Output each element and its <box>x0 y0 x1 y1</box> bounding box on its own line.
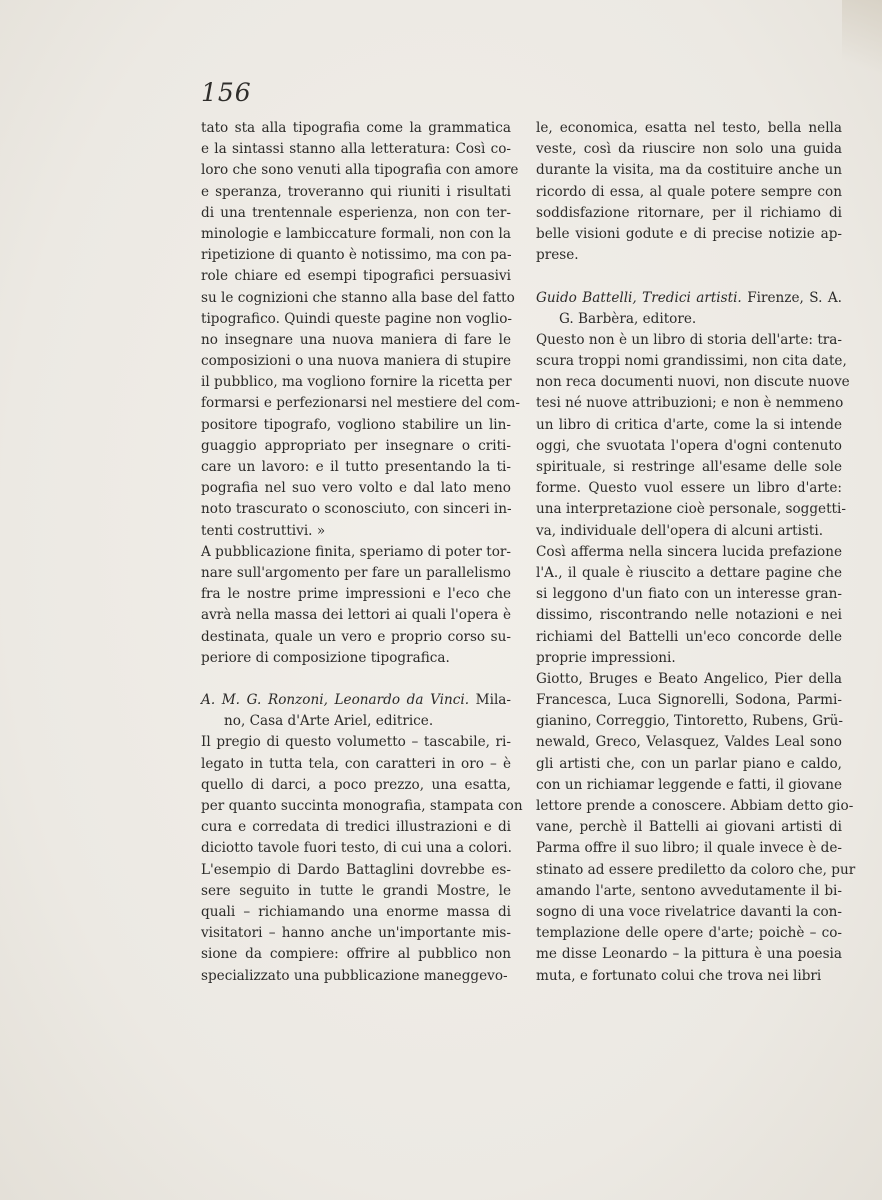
text-line: legato in tutta tela, con caratteri in oro – è <box>201 755 511 772</box>
text-line: A pubblicazione finita, speriamo di poter tor- <box>201 543 511 560</box>
text-line: sione da compiere: offrire al pubblico non <box>201 946 511 963</box>
text-line: va, individuale dell'opera di alcuni artisti. <box>536 522 824 539</box>
right-column <box>536 118 856 987</box>
right-reference-title: Guido Battelli, Tredici artisti. <box>536 289 742 306</box>
text-line: proprie impressioni. <box>536 649 676 666</box>
right-paragraph-1 <box>536 118 842 266</box>
text-line: tesi né nuove attribuzioni; e non è nemmeno <box>536 395 844 412</box>
text-line: richiami del Battelli un'eco concorde delle <box>536 628 842 645</box>
right-paragraph-3 <box>536 542 842 669</box>
left-paragraph-1 <box>201 118 521 542</box>
text-line: pografia nel suo vero volto e dal lato meno <box>201 480 511 497</box>
text-line: composizioni o una nuova maniera di stupire <box>201 353 511 370</box>
text-line: positore tipografo, vogliono stabilire un lin- <box>201 416 511 433</box>
right-reference-line-1 <box>536 288 842 309</box>
text-line: muta, e fortunato colui che trova nei libri <box>536 967 822 984</box>
text-line: gli artisti che, con un parlar piano e caldo, <box>536 755 842 772</box>
text-line: non reca documenti nuovi, non discute nuove <box>536 374 850 391</box>
text-line: di una trentennale esperienza, non con ter- <box>201 204 511 221</box>
text-line: Francesca, Luca Signorelli, Sodona, Parmi- <box>536 692 842 709</box>
text-line: care un lavoro: e il tutto presentando la ti- <box>201 459 511 475</box>
text-line: oggi, che svuotata l'opera d'ogni contenuto <box>536 437 842 454</box>
text-line: durante la visita, ma da costituire anche un <box>536 162 842 179</box>
text-line: per quanto succinta monografia, stampata con <box>201 798 523 814</box>
text-line: spirituale, si restringe all'esame delle sole <box>536 459 842 475</box>
text-line: prese. <box>536 247 579 264</box>
text-line: destinata, quale un vero e proprio corso su- <box>201 628 511 645</box>
left-reference-publisher: Mila- <box>469 692 511 709</box>
text-line: me disse Leonardo – la pittura è una poesia <box>536 946 842 963</box>
text-line: quali – richiamando una enorme massa di <box>201 903 511 920</box>
left-reference-line-2: no, Casa d'Arte Ariel, editrice. <box>224 713 434 730</box>
text-line: sogno di una voce rivelatrice davanti la con- <box>536 903 842 920</box>
text-line: Parma offre il suo libro; il quale invece è de- <box>536 840 842 857</box>
text-line: loro che sono venuti alla tipografia con amore <box>201 162 519 179</box>
left-reference-title: A. M. G. Ronzoni, Leonardo da Vinci. <box>201 692 470 709</box>
text-line: un libro di critica d'arte, come la si intende <box>536 416 842 433</box>
text-line: sere seguito in tutte le grandi Mostre, le <box>201 882 511 899</box>
text-line: L'esempio di Dardo Battaglini dovrebbe es- <box>201 861 511 878</box>
right-paragraph-4 <box>536 669 856 987</box>
text-line: si leggono d'un fiato con un interesse gran- <box>536 586 842 603</box>
page-corner-shadow <box>842 0 882 80</box>
paragraph-gap <box>201 669 511 690</box>
text-line: dissimo, riscontrando nelle notazioni e nei <box>536 607 842 624</box>
text-line: noto trascurato o sconosciuto, con sinceri in- <box>201 501 512 518</box>
text-line: gianino, Correggio, Tintoretto, Rubens, Grü- <box>536 713 843 730</box>
text-line: specializzato una pubblicazione maneggevo- <box>201 967 508 984</box>
text-line: diciotto tavole fuori testo, di cui una a colori. <box>201 840 512 857</box>
text-line: ricordo di essa, al quale potere sempre con <box>536 183 842 200</box>
text-line: amando l'arte, sentono avvedutamente il bi- <box>536 882 842 899</box>
text-line: stinato ad essere prediletto da coloro che, pur <box>536 861 856 878</box>
text-line: ripetizione di quanto è notissimo, ma con pa- <box>201 247 512 264</box>
text-line: quello di darci, a poco prezzo, una esatta, <box>201 776 511 793</box>
text-line: cura e corredata di tredici illustrazioni e di <box>201 819 511 836</box>
text-line: fra le nostre prime impressioni e l'eco che <box>201 586 511 603</box>
left-paragraph-2 <box>201 542 511 669</box>
page-number: 156 <box>201 78 252 107</box>
text-line: soddisfazione ritornare, per il richiamo di <box>536 204 842 221</box>
text-line: scura troppi nomi grandissimi, non cita date, <box>536 353 847 370</box>
text-line: avrà nella massa dei lettori ai quali l'opera è <box>201 607 511 624</box>
left-reference-line-1 <box>201 690 511 711</box>
text-line: veste, così da riuscire non solo una guida <box>536 141 842 158</box>
text-line: Il pregio di questo volumetto – tascabile, ri- <box>201 734 511 751</box>
text-line: su le cognizioni che stanno alla base del fatto <box>201 289 515 306</box>
text-line: minologie e lambiccature formali, non con la <box>201 225 511 242</box>
paragraph-gap <box>536 266 842 287</box>
text-line: belle visioni godute e di precise notizie ap- <box>536 225 842 242</box>
text-line: Questo non è un libro di storia dell'arte: tra- <box>536 331 842 348</box>
text-line: periore di composizione tipografica. <box>201 649 450 666</box>
text-line: formarsi e perfezionarsi nel mestiere del com- <box>201 395 521 412</box>
text-line: role chiare ed esempi tipografici persuasivi <box>201 268 511 285</box>
text-line: le, economica, esatta nel testo, bella nella <box>536 120 842 136</box>
left-column <box>201 118 523 987</box>
left-paragraph-3 <box>201 732 523 986</box>
text-line: e speranza, troveranno qui riuniti i risultati <box>201 183 511 200</box>
text-line: lettore prende a conoscere. Abbiam detto gio- <box>536 798 854 814</box>
text-line: tipografico. Quindi queste pagine non voglio- <box>201 310 512 327</box>
text-line: newald, Greco, Velasquez, Valdes Leal sono <box>536 734 842 751</box>
text-line: e la sintassi stanno alla letteratura: Così co- <box>201 141 511 158</box>
right-reference-line-2: G. Barbèra, editore. <box>559 310 697 327</box>
text-line: l'A., il quale è riuscito a dettare pagine che <box>536 564 842 581</box>
text-line: nare sull'argomento per fare un parallelismo <box>201 564 511 581</box>
text-line: Così afferma nella sincera lucida prefazione <box>536 543 842 560</box>
text-line: il pubblico, ma vogliono fornire la ricetta per <box>201 374 512 391</box>
text-line: con un richiamar leggende e fatti, il giovane <box>536 776 843 793</box>
text-line: tenti costruttivi. » <box>201 522 326 539</box>
right-paragraph-2 <box>536 330 850 542</box>
text-line: tato sta alla tipografia come la grammatica <box>201 120 511 136</box>
text-line: no insegnare una nuova maniera di fare le <box>201 331 511 348</box>
text-line: forme. Questo vuol essere un libro d'arte: <box>536 480 842 497</box>
text-line: vane, perchè il Battelli ai giovani artisti di <box>536 819 842 836</box>
text-line: una interpretazione cioè personale, soggetti- <box>536 501 846 518</box>
text-line: visitatori – hanno anche un'importante mis- <box>201 925 511 942</box>
text-line: Giotto, Bruges e Beato Angelico, Pier della <box>536 670 842 687</box>
right-reference-publisher: Firenze, S. A. <box>741 289 842 306</box>
text-line: templazione delle opere d'arte; poichè – co- <box>536 925 842 942</box>
text-line: guaggio appropriato per insegnare o criti- <box>201 437 511 454</box>
